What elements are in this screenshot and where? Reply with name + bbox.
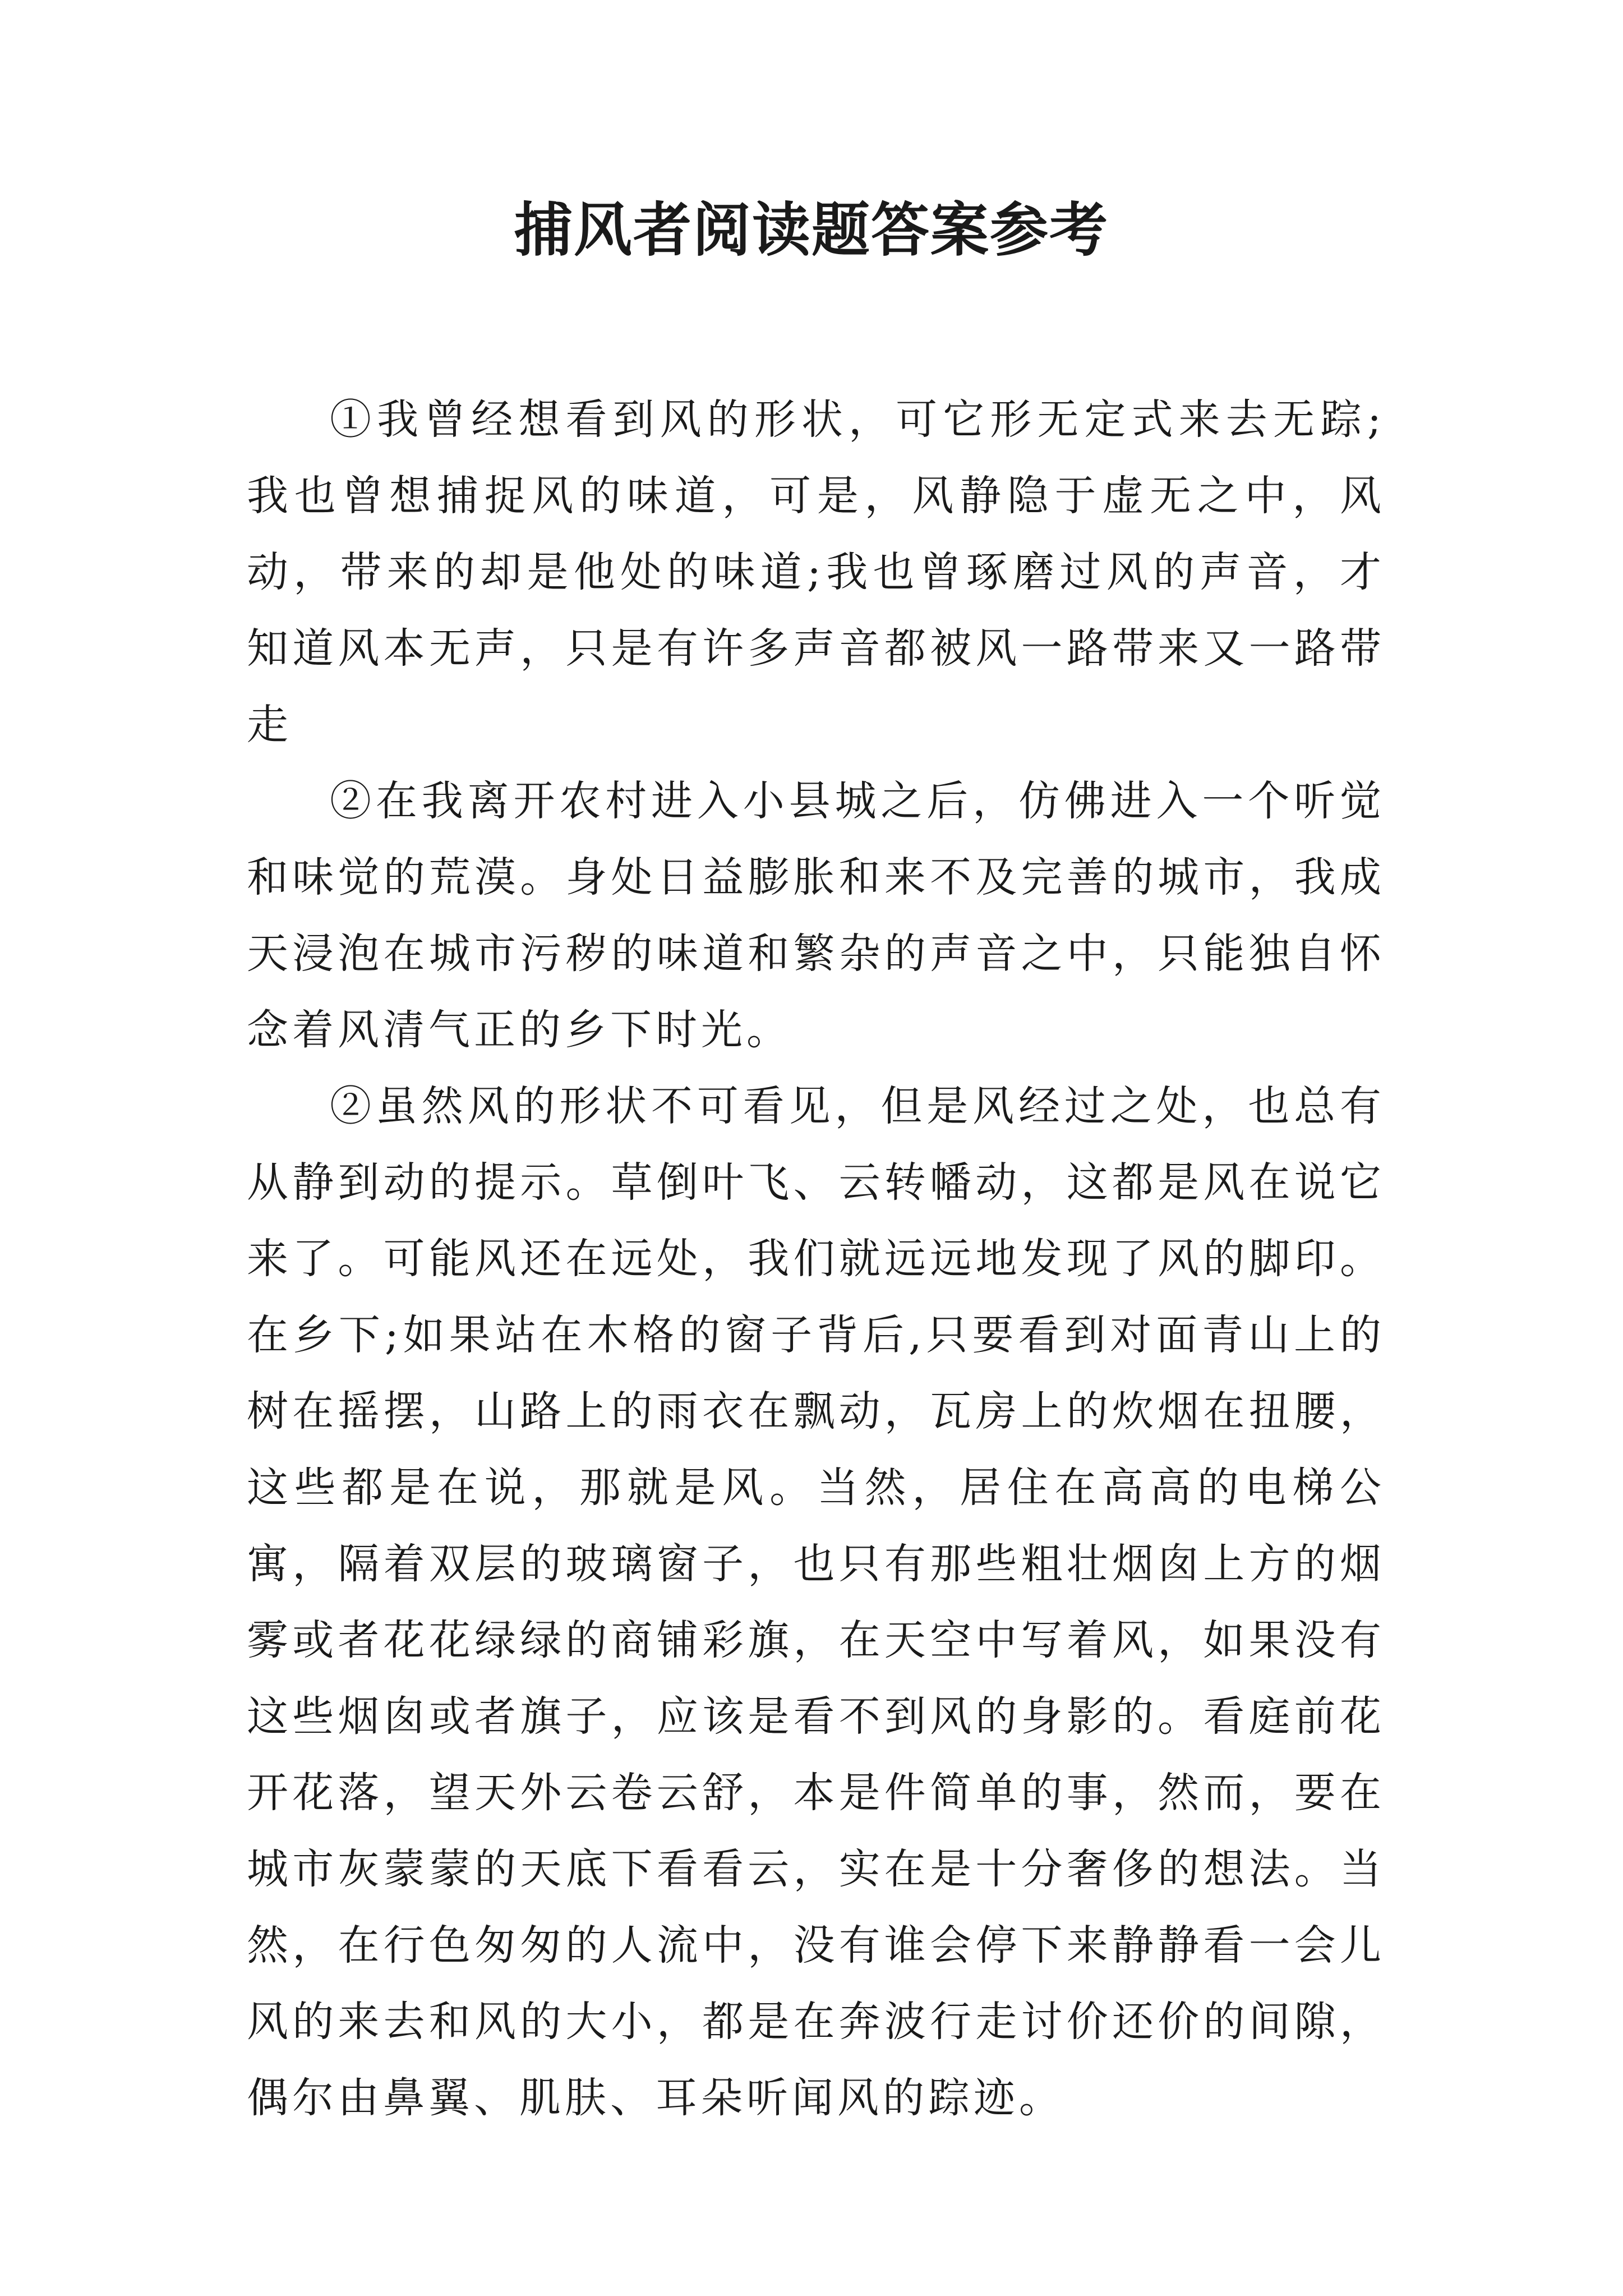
paragraph-3: ②虽然风的形状不可看见，但是风经过之处，也总有从静到动的提示。草倒叶飞、云转幡动，这都是风在说它来了。可能风还在远处，我们就远远地发现了风的脚印。在乡下;如果站在木格的窗子背后,只要看到对面青山上的树在摇摆，山路上的雨衣在飘动，瓦房上的炊烟在扭腰，这些都是在说，那就是风。当然，居住在高高的电梯公寓，隔着双层的玻璃窗子，也只有那些粗壮烟囱上方的烟雾或者花花绿绿的商铺彩旗，在天空中写着风，如果没有这些烟囱或者旗子，应该是看不到风的身影的。看庭前花开花落，望天外云卷云舒，本是件简单的事，然而，要在城市灰蒙蒙的天底下看看云，实在是十分奢侈的想法。当然，在行色匆匆的人流中，没有谁会停下来静静看一会儿风的来去和风的大小，都是在奔波行走讨价还价的间隙，偶尔由鼻翼、肌肤、耳朵听闻风的踪迹。 (247, 1082, 1385, 2122)
paragraph-2: ②在我离开农村进入小县城之后，仿佛进入一个听觉和味觉的荒漠。身处日益膨胀和来不及完善的城市，我成天浸泡在城市污秽的味道和繁杂的声音之中，只能独自怀念着风清气正的乡下时光。 (247, 777, 1385, 1054)
paragraph-1: ①我曾经想看到风的形状，可它形无定式来去无踪;我也曾想捕捉风的味道，可是，风静隐于虚无之中，风动，带来的却是他处的味道;我也曾琢磨过风的声音，才知道风本无声，只是有许多声音都被风一路带来又一路带走 (247, 395, 1385, 749)
document-body (247, 381, 1385, 2136)
page-title: 捕风者阅读题答案参考 (514, 196, 1109, 264)
